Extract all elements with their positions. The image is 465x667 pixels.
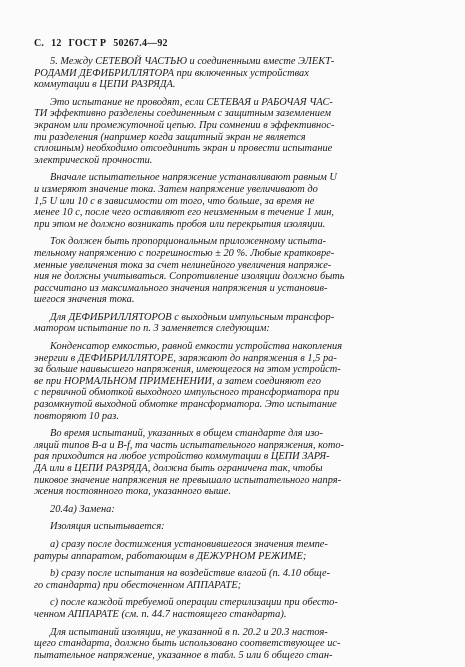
paragraph	[34, 504, 444, 516]
text-line: а) сразу после достижения установившегося значения темпе-	[50, 538, 328, 550]
text-line: менее 10 с, после чего оставляют его неизменным в течение 1 мин,	[34, 207, 334, 219]
paragraph	[34, 312, 444, 335]
text-line: пиковое значение напряжения не превышало испытательного напря-	[34, 474, 342, 486]
text-line: Для испытаний изоляции, не указанной в п. 20.2 и 20.3 настоя-	[50, 626, 328, 638]
paragraph	[34, 597, 444, 620]
text-line: Это испытание не проводят, если СЕТЕВАЯ и РАБОЧАЯ ЧАС-	[50, 96, 333, 108]
text-line: электрической прочности.	[34, 154, 153, 166]
text-line: ДА или в ЦЕПИ РАЗРЯДА, должна быть ограничена так, чтобы	[34, 463, 323, 474]
text-line: щего стандарта, должно быть использовано соответствующее ис-	[34, 638, 341, 650]
text-line: рая приходится на любое устройство коммутации в ЦЕПИ ЗАРЯ-	[34, 451, 330, 463]
text-line: менные увеличения тока за счет нелинейного увеличения напряже-	[34, 259, 332, 271]
text-line: ченном АППАРАТЕ (см. п. 44.7 настоящего стандарта).	[34, 608, 287, 620]
text-line: разомкнутой выходной обмотке трансформатора. Это испытание	[34, 399, 337, 411]
paragraph	[34, 539, 444, 562]
text-line: тельному напряжению с погрешностью ± 20 %. Любые кратковре-	[34, 247, 335, 259]
text-line: 20.4а) Замена:	[50, 503, 115, 515]
text-line: Во время испытаний, указанных в общем стандарте для изо-	[50, 428, 323, 440]
text-line: b) сразу после испытания на воздействие влагой (п. 4.10 обще-	[50, 568, 331, 580]
paragraph	[34, 172, 444, 230]
text-line: сплошным) необходимо отсоединить экран и провести испытание	[34, 143, 333, 155]
text-line: с) после каждой требуемой операции стерилизации при обесто-	[50, 597, 338, 609]
text-line: РОДАМИ ДЕФИБРИЛЛЯТОРА при включенных устройствах	[34, 67, 309, 79]
paragraph	[34, 568, 444, 591]
text-line: коммутации в ЦЕПИ РАЗРЯДА.	[34, 79, 176, 91]
text-line: матором испытание по п. 3 заменяется следующим:	[34, 323, 270, 335]
paragraph	[34, 56, 444, 91]
text-line: при этом не должно возникать пробоя или перекрытия изоляции.	[34, 218, 326, 230]
text-line: с первичной обмоткой выходного импульсного трансформатора при	[34, 387, 340, 399]
paragraph	[34, 236, 444, 306]
page-prefix: С.	[34, 38, 45, 49]
text-line: шегося значения тока.	[34, 294, 135, 306]
text-line: экраном или промежуточной цепью. При сомнении в эффективнос-	[34, 119, 335, 131]
text-line: ТИ эффективно разделены соединенным с защитным заземлением	[34, 108, 331, 120]
paragraph	[34, 428, 444, 498]
text-line: ве при НОРМАЛЬНОМ ПРИМЕНЕНИИ, а затем соединяют его	[34, 375, 321, 387]
text-line: энергии в ДЕФИБРИЛЛЯТОРЕ, заряжают до напряжения в 1,5 ра-	[34, 352, 337, 364]
paragraph	[34, 341, 444, 422]
text-line: ратуры аппаратом, работающим в ДЕЖУРНОМ РЕЖИМЕ;	[34, 550, 307, 562]
text-line: и измеряют значение тока. Затем напряжение увеличивают до	[34, 183, 318, 195]
text-line: ти разделения (например когда защитный экран не является	[34, 131, 306, 143]
text-line: Изоляция испытывается:	[50, 521, 165, 533]
text-line: рассчитано из максимального значения напряжения и установив-	[34, 282, 328, 294]
document-body	[34, 56, 444, 667]
text-line: го стандарта) при обесточенном АППАРАТЕ;	[34, 579, 242, 591]
page-header	[34, 38, 175, 49]
text-line: Ток должен быть пропорциональным приложенному испыта-	[50, 236, 327, 248]
text-line: 5. Между СЕТЕВОЙ ЧАСТЬЮ и соединенными вместе ЭЛЕКТ-	[50, 56, 335, 67]
standard-number: 50267.4—92	[113, 38, 168, 49]
text-line: Для ДЕФИБРИЛЛЯТОРОВ с выходным импульсным трансфор-	[50, 311, 335, 323]
text-line: за больше наивысшего напряжения, имеющегося на этом устройст-	[34, 364, 341, 376]
paragraph	[34, 627, 444, 662]
text-line: ния не должны учитываться. Сопротивление изоляции должно быть	[34, 271, 345, 283]
text-line: жения постоянного тока, указанного выше.	[34, 486, 231, 498]
page-number: 12	[51, 38, 62, 49]
text-line: повторяют 10 раз.	[34, 410, 119, 422]
text-line: пытательное напряжение, указанное в табл. 5 или 6 общего стан-	[34, 649, 333, 661]
paragraph	[34, 97, 444, 167]
text-line: Вначале испытательное напряжение устанавливают равным U	[50, 172, 337, 184]
standard-label: ГОСТ Р	[68, 38, 107, 49]
text-line: ляций типов В-а и В-f, та часть испытательного напряжения, кото-	[34, 439, 344, 451]
paragraph	[34, 521, 444, 533]
text-line: Конденсатор емкостью, равной емкости устройства накопления	[50, 341, 343, 353]
text-line: 1,5 U или 10 с в зависимости от того, что больше, за время не	[34, 195, 315, 207]
